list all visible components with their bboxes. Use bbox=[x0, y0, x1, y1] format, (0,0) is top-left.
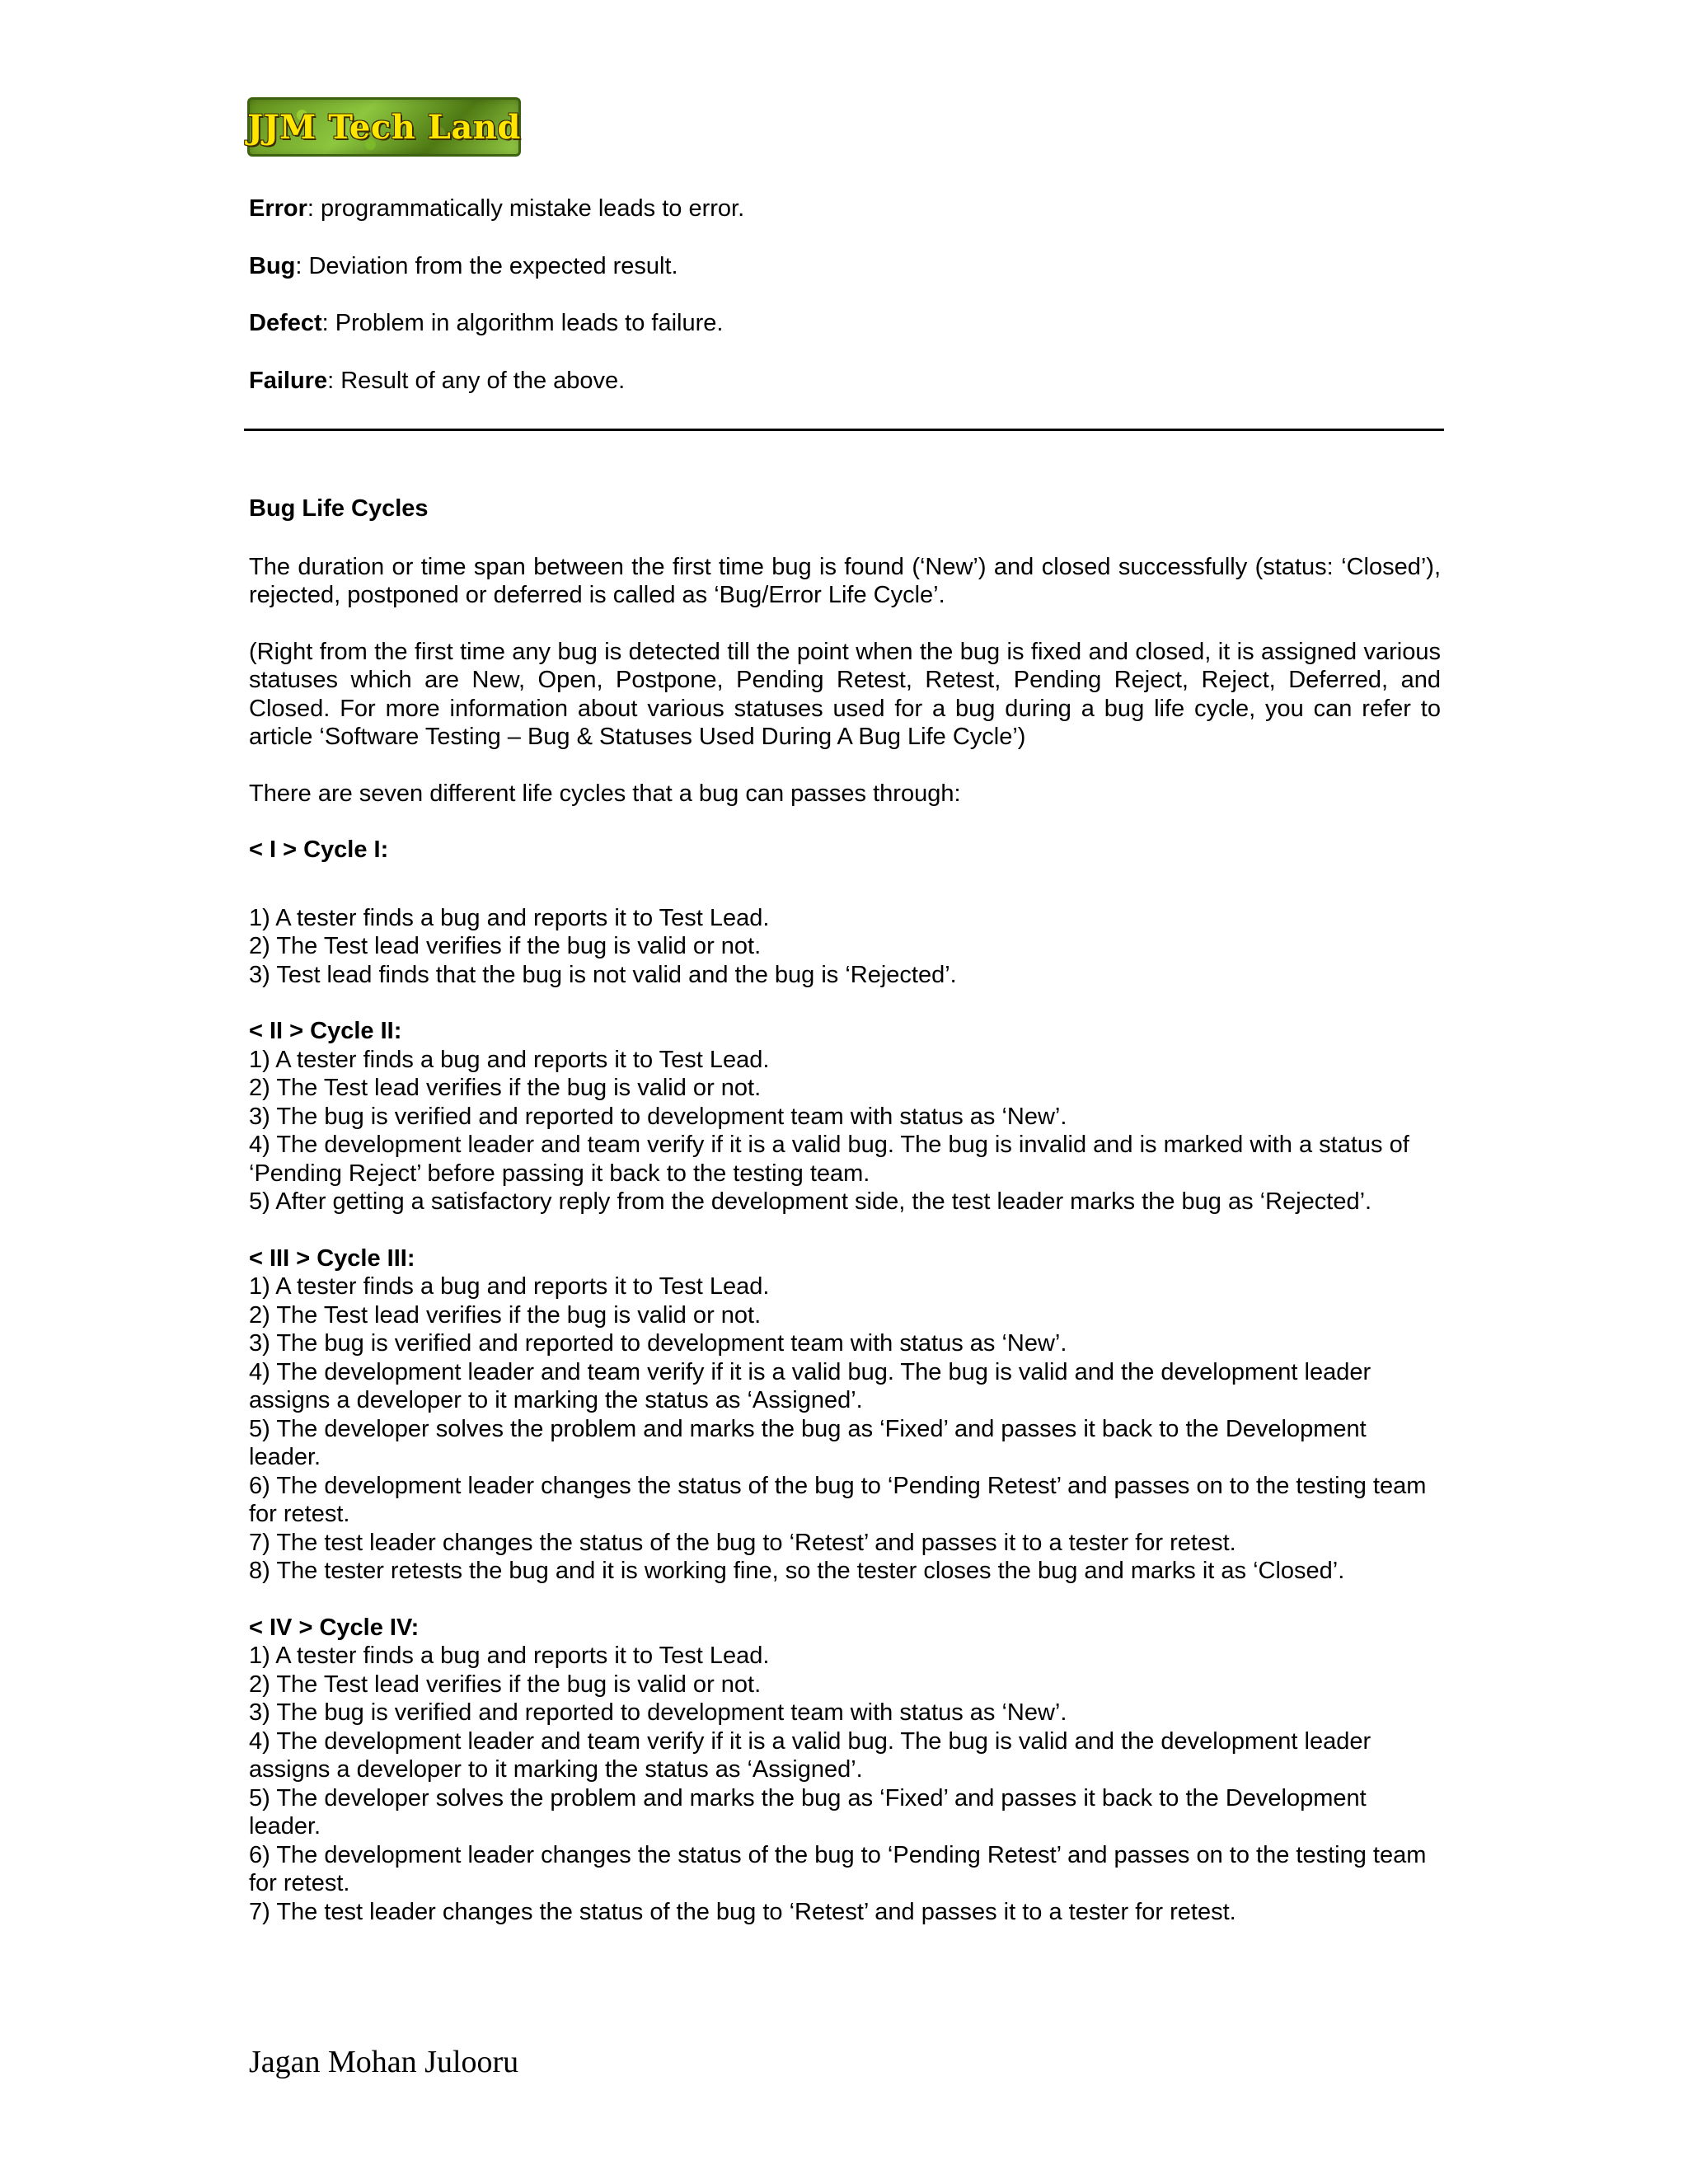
footer-author: Jagan Mohan Julooru bbox=[249, 2045, 519, 2079]
cycle-steps bbox=[249, 1046, 1441, 1216]
definition-text: : Deviation from the expected result. bbox=[295, 252, 678, 279]
cycle-title: < II > Cycle II: bbox=[249, 1018, 402, 1044]
definition-error bbox=[249, 194, 1441, 223]
cycle-step: 1) A tester finds a bug and reports it to Test Lead. bbox=[249, 904, 770, 931]
definitions bbox=[249, 194, 1441, 395]
cycle-4 bbox=[249, 1614, 1441, 1927]
logo-text: JJM Tech Land bbox=[247, 107, 521, 147]
cycle-step: 2) The Test lead verifies if the bug is valid or not. bbox=[249, 1301, 762, 1329]
cycle-step: 3) The bug is verified and reported to development team with status as ‘New’. bbox=[249, 1699, 1067, 1726]
section-title: Bug Life Cycles bbox=[249, 495, 429, 522]
cycle-title: < I > Cycle I: bbox=[249, 837, 389, 863]
cycle-step: 8) The tester retests the bug and it is working fine, so the tester closes the bug and marks it as ‘Closed’. bbox=[249, 1558, 1345, 1584]
cycle-step: 7) The test leader changes the status of the bug to ‘Retest’ and passes it to a tester for retest. bbox=[249, 1529, 1236, 1556]
definition-failure bbox=[249, 367, 1441, 396]
cycle-1 bbox=[249, 836, 1441, 989]
cycle-step: 5) The developer solves the problem and marks the bug as ‘Fixed’ and passes it back to the Development leader. bbox=[249, 1784, 1367, 1840]
definition-term: Error bbox=[249, 195, 307, 222]
cycle-3 bbox=[249, 1244, 1441, 1586]
cycle-step: 3) The bug is verified and reported to development team with status as ‘New’. bbox=[249, 1330, 1067, 1357]
cycle-steps bbox=[249, 904, 1441, 990]
definition-text: : Problem in algorithm leads to failure. bbox=[321, 310, 724, 336]
cycle-step: 4) The development leader and team verify if it is a valid bug. The bug is valid and the development leader assigns a developer to it marking the status as ‘Assigned’. bbox=[249, 1358, 1372, 1413]
cycle-steps bbox=[249, 1642, 1441, 1926]
cycle-step: 1) A tester finds a bug and reports it to Test Lead. bbox=[249, 1643, 770, 1669]
definition-term: Failure bbox=[249, 367, 328, 394]
cycle-step: 5) After getting a satisfactory reply from the development side, the test leader marks the bug as ‘Rejected’. bbox=[249, 1188, 1372, 1215]
cycle-steps bbox=[249, 1272, 1441, 1586]
cycle-title: < III > Cycle III: bbox=[249, 1244, 415, 1272]
cycle-step: 5) The developer solves the problem and marks the bug as ‘Fixed’ and passes it back to the Development leader. bbox=[249, 1415, 1367, 1470]
definition-defect bbox=[249, 309, 1441, 338]
cycle-step: 3) The bug is verified and reported to development team with status as ‘New’. bbox=[249, 1103, 1067, 1130]
definition-term: Bug bbox=[249, 252, 296, 279]
cycle-step: 1) A tester finds a bug and reports it to Test Lead. bbox=[249, 1273, 770, 1300]
cycle-step: 4) The development leader and team verify if it is a valid bug. The bug is valid and the development leader assigns a developer to it marking the status as ‘Assigned’. bbox=[249, 1727, 1372, 1783]
cycle-step: 4) The development leader and team verify if it is a valid bug. The bug is invalid and is marked with a status of ‘Pending Reject’ before passing it back to the testing team. bbox=[249, 1132, 1409, 1187]
cycle-title: < IV > Cycle IV: bbox=[249, 1614, 420, 1641]
bug-life-cycles-section bbox=[249, 494, 1441, 1954]
cycle-step: 6) The development leader changes the status of the bug to ‘Pending Retest’ and passes on to the testing team for retest. bbox=[249, 1841, 1427, 1896]
definition-text: : Result of any of the above. bbox=[327, 367, 626, 394]
lead-paragraph: There are seven different life cycles that a bug can passes through: bbox=[249, 780, 961, 807]
cycle-step: 2) The Test lead verifies if the bug is valid or not. bbox=[249, 1075, 762, 1101]
definition-bug bbox=[249, 252, 1441, 281]
definition-text: : programmatically mistake leads to error. bbox=[307, 195, 745, 222]
note-paragraph: (Right from the first time any bug is detected till the point when the bug is fixed and closed, it is assigned various statuses which are New, Open, Postpone, Pending Retest, Retest, Pending Reject, Reject, Deferred, and Closed. For more information about various statuses used for a bug during a bug life cycle, you can refer to article ‘Software Testing – Bug & Statuses Used During A Bug Life Cycle’) bbox=[249, 638, 1441, 750]
cycle-2 bbox=[249, 1017, 1441, 1216]
cycle-step: 2) The Test lead verifies if the bug is valid or not. bbox=[249, 933, 762, 959]
logo bbox=[247, 97, 521, 157]
intro-paragraph: The duration or time span between the first time bug is found (‘New’) and closed successfully (status: ‘Closed’), rejected, postponed or deferred is called as ‘Bug/Error Life Cycle’. bbox=[249, 553, 1441, 608]
cycle-step: 7) The test leader changes the status of the bug to ‘Retest’ and passes it to a tester for retest. bbox=[249, 1898, 1236, 1925]
horizontal-divider bbox=[244, 429, 1444, 431]
cycle-step: 3) Test lead finds that the bug is not valid and the bug is ‘Rejected’. bbox=[249, 961, 957, 988]
definition-term: Defect bbox=[249, 310, 322, 336]
cycle-step: 1) A tester finds a bug and reports it to Test Lead. bbox=[249, 1046, 770, 1073]
cycle-step: 6) The development leader changes the status of the bug to ‘Pending Retest’ and passes on to the testing team for retest. bbox=[249, 1472, 1427, 1527]
cycle-step: 2) The Test lead verifies if the bug is valid or not. bbox=[249, 1671, 762, 1698]
